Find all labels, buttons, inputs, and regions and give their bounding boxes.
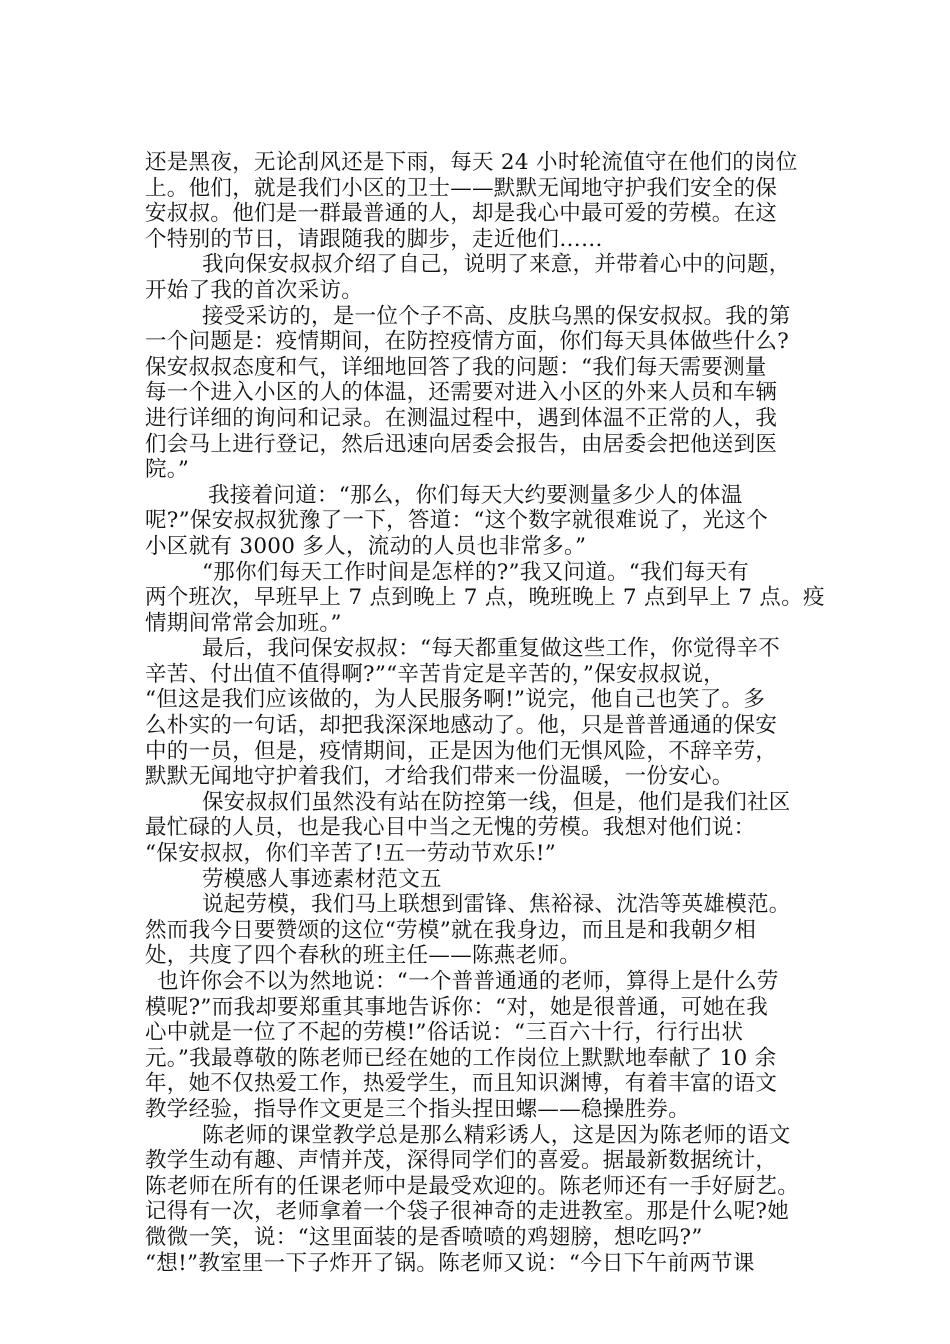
text-line: 开始了我的首次采访。 [145, 277, 364, 303]
text-line: 院。” [145, 457, 190, 483]
text-line: “但这是我们应该做的，为人民服务啊!”说完，他自己也笑了。多 [145, 687, 766, 713]
text-line: 么朴实的一句话，却把我深深地感动了。他，只是普普通通的保安 [145, 713, 778, 739]
text-line: 劳模感人事迹素材范文五 [202, 866, 442, 892]
text-line: 说起劳模，我们马上联想到雷锋、焦裕禄、沈浩等英雄模范。 [202, 892, 791, 918]
text-line: 情期间常常会加班。” [145, 610, 342, 636]
text-line: 每一个进入小区的人的体温，还需要对进入小区的外来人员和车辆 [145, 380, 778, 406]
text-line: 辛苦、付出值不值得啊?”“辛苦肯定是辛苦的，”保安叔叔说， [145, 661, 725, 687]
text-line: 保安叔叔态度和气，详细地回答了我的问题：“我们每天需要测量 [145, 354, 767, 380]
text-line: 心中就是一位了不起的劳模!”俗话说：“三百六十行，行行出状 [145, 1020, 744, 1046]
text-line: 小区就有 3000 多人，流动的人员也非常多。” [145, 533, 587, 559]
text-line: 年，她不仅热爱工作，热爱学生，而且知识渊博，有着丰富的语文 [145, 1071, 778, 1097]
text-line: 然而我今日要赞颂的这位“劳模”就在我身边，而且是和我朝夕相 [145, 917, 757, 943]
text-line: 默默无闻地守护着我们，才给我们带来一份温暖，一份安心。 [145, 764, 734, 790]
text-line: 最忙碌的人员，也是我心目中当之无愧的劳模。我想对他们说： [145, 815, 756, 841]
text-line: 安叔叔。他们是一群最普通的人，却是我心中最可爱的劳模。在这 [145, 201, 778, 227]
text-line: 处，共度了四个春秋的班主任——陈燕老师。 [145, 943, 582, 969]
text-line: 们会马上进行登记，然后迅速向居委会报告，由居委会把他送到医 [145, 431, 778, 457]
text-line: 两个班次，早班早上 7 点到晚上 7 点，晚班晚上 7 点到早上 7 点。疫 [145, 585, 825, 611]
document-body [145, 150, 825, 1276]
text-line: 教学生动有趣、声情并茂，深得同学们的喜爱。据最新数据统计， [145, 1148, 778, 1174]
text-line: 上。他们，就是我们小区的卫士——默默无闻地守护我们安全的保 [145, 175, 778, 201]
text-line: 接受采访的，是一位个子不高、皮肤乌黑的保安叔叔。我的第 [202, 303, 791, 329]
text-line: “想!”教室里一下子炸开了锅。陈老师又说：“今日下午前两节课 [145, 1250, 755, 1276]
text-line: 记得有一次，老师拿着一个袋子很神奇的走进教室。那是什么呢?她 [145, 1199, 790, 1225]
text-line: 进行详细的询问和记录。在测温过程中，遇到体温不正常的人，我 [145, 405, 778, 431]
text-line: “那你们每天工作时间是怎样的?”我又问道。“我们每天有 [202, 559, 750, 585]
text-line: 呢?”保安叔叔犹豫了一下，答道：“这个数字就很难说了，光这个 [145, 508, 769, 534]
text-line: 我接着问道：“那么，你们每天大约要测量多少人的体温 [208, 482, 743, 508]
text-line: 一个问题是：疫情期间，在防控疫情方面，你们每天具体做些什么? [145, 329, 790, 355]
text-line: 个特别的节日，请跟随我的脚步，走近他们…… [145, 226, 603, 252]
text-line: 中的一员，但是，疫情期间，正是因为他们无惧风险，不辞辛劳， [145, 738, 778, 764]
text-line: 最后，我问保安叔叔：“每天都重复做这些工作，你觉得辛不 [202, 636, 781, 662]
text-line: 也许你会不以为然地说：“一个普普通通的老师，算得上是什么劳 [157, 969, 779, 994]
text-line: 我向保安叔叔介绍了自己，说明了来意，并带着心中的问题， [202, 252, 791, 278]
text-line: 教学经验，指导作文更是三个指头捏田螺——稳操胜券。 [145, 1096, 691, 1122]
text-line: “保安叔叔，你们辛苦了!五一劳动节欢乐!” [145, 841, 557, 867]
text-line: 微微一笑，说：“这里面装的是香喷喷的鸡翅膀，想吃吗?” [145, 1224, 703, 1250]
text-line: 模呢?”而我却要郑重其事地告诉你：“对，她是很普通，可她在我 [145, 994, 769, 1020]
text-line: 陈老师在所有的任课老师中是最受欢迎的。陈老师还有一手好厨艺。 [145, 1173, 800, 1199]
text-line: 还是黑夜，无论刮风还是下雨，每天 24 小时轮流值守在他们的岗位 [145, 150, 798, 175]
text-line: 保安叔叔们虽然没有站在防控第一线，但是，他们是我们社区 [202, 789, 791, 815]
text-line: 陈老师的课堂教学总是那么精彩诱人，这是因为陈老师的语文 [202, 1122, 791, 1148]
text-line: 元。”我最尊敬的陈老师已经在她的工作岗位上默默地奉献了 10 余 [145, 1045, 777, 1071]
